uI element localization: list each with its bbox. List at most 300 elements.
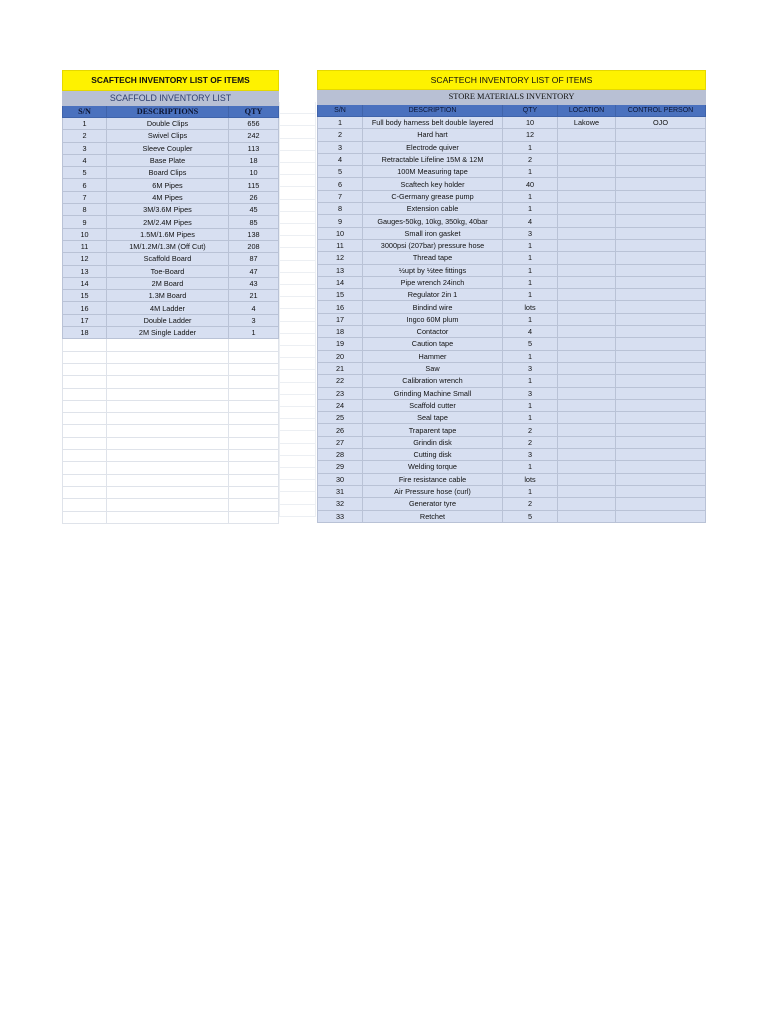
empty-row [63,499,279,511]
store-header-row [318,105,706,117]
description-cell: Ingco 60M plum [363,313,503,325]
table-row [318,375,706,387]
qty-cell: 2 [503,436,558,448]
qty-cell: 40 [503,178,558,190]
empty-cell [107,363,229,375]
description-cell: Calibration wrench [363,375,503,387]
sn-cell: 6 [318,178,363,190]
empty-cell [63,388,107,400]
qty-cell: 2 [503,153,558,165]
description-cell: Hard hart [363,129,503,141]
qty-cell: 1 [503,252,558,264]
sn-cell: 11 [63,240,107,252]
qty-cell: 656 [229,118,279,130]
gap-cell [279,407,316,419]
location-cell [558,473,616,485]
empty-cell [63,437,107,449]
sn-cell: 8 [63,204,107,216]
gap-cell [279,163,316,175]
qty-cell: 1 [503,350,558,362]
empty-row [63,437,279,449]
sn-cell: 2 [63,130,107,142]
sn-cell: 17 [63,314,107,326]
table-row [318,117,706,129]
description-cell: Scaffold cutter [363,399,503,411]
location-cell [558,449,616,461]
description-cell: 2M Single Ladder [107,327,229,339]
description-cell: Caution tape [363,338,503,350]
gap-cell [279,468,316,480]
sn-cell: 4 [318,153,363,165]
scaffold-inventory-table [62,70,279,524]
gap-cell [279,395,316,407]
qty-cell: 1 [503,375,558,387]
qty-cell: 1 [503,412,558,424]
sn-cell: 14 [63,277,107,289]
empty-cell [63,462,107,474]
sn-cell: 12 [318,252,363,264]
empty-cell [63,450,107,462]
table-row [318,387,706,399]
table-row [318,510,706,522]
sn-cell: 15 [63,290,107,302]
qty-cell: 113 [229,142,279,154]
empty-cell [63,499,107,511]
sn-cell: 7 [63,191,107,203]
empty-cell [229,474,279,486]
gap-cell [279,236,316,248]
location-cell [558,424,616,436]
gap-cell [279,151,316,163]
gap-cell [279,273,316,285]
empty-cell [63,376,107,388]
control-person-cell [616,449,706,461]
qty-cell: 115 [229,179,279,191]
table-row [318,461,706,473]
table-row [318,362,706,374]
qty-cell: 85 [229,216,279,228]
description-cell: Contactor [363,326,503,338]
description-cell: Seal tape [363,412,503,424]
table-row [318,313,706,325]
table-row [318,301,706,313]
qty-cell: 18 [229,154,279,166]
sn-cell: 1 [318,117,363,129]
empty-cell [107,425,229,437]
description-cell: Air Pressure hose (curl) [363,485,503,497]
control-person-cell [616,153,706,165]
location-cell [558,239,616,251]
empty-cell [229,511,279,523]
column-header-qty: QTY [503,105,558,117]
location-cell [558,289,616,301]
description-cell: 4M Ladder [107,302,229,314]
sn-cell: 29 [318,461,363,473]
empty-row [63,413,279,425]
sn-cell: 10 [63,228,107,240]
table-row [318,129,706,141]
gap-cell [279,370,316,382]
description-cell: Bindind wire [363,301,503,313]
qty-cell: 43 [229,277,279,289]
qty-cell: 1 [503,485,558,497]
control-person-cell [616,473,706,485]
gap-cell [279,187,316,199]
table-row [318,153,706,165]
location-cell: Lakowe [558,117,616,129]
location-cell [558,436,616,448]
qty-cell: 1 [503,203,558,215]
sn-cell: 21 [318,362,363,374]
description-cell: 1M/1.2M/1.3M (Off Cut) [107,240,229,252]
empty-cell [107,400,229,412]
qty-cell: 21 [229,290,279,302]
qty-cell: 87 [229,253,279,265]
description-cell: Thread tape [363,252,503,264]
scaffold-header-row [63,106,279,118]
location-cell [558,153,616,165]
gap-cell [279,322,316,334]
description-cell: 6M Pipes [107,179,229,191]
control-person-cell [616,252,706,264]
store-table-subtitle: STORE MATERIALS INVENTORY [318,90,706,105]
gap-cell [279,419,316,431]
location-cell [558,190,616,202]
empty-row [63,462,279,474]
empty-row [63,351,279,363]
control-person-cell [616,190,706,202]
table-row [63,265,279,277]
sn-cell: 6 [63,179,107,191]
location-cell [558,362,616,374]
empty-cell [63,413,107,425]
empty-cell [229,400,279,412]
gap-cell [279,212,316,224]
column-header-sn: S/N [63,106,107,118]
sn-cell: 9 [318,215,363,227]
column-header-description: DESCRIPTION [363,105,503,117]
qty-cell: lots [503,301,558,313]
empty-cell [63,425,107,437]
location-cell [558,375,616,387]
empty-row [63,474,279,486]
empty-cell [107,339,229,351]
qty-cell: 1 [503,276,558,288]
sn-cell: 27 [318,436,363,448]
table-row [318,190,706,202]
description-cell: Extension cable [363,203,503,215]
table-row [63,228,279,240]
table-row [318,264,706,276]
table-row [63,253,279,265]
gap-cell [279,358,316,370]
description-cell: Double Ladder [107,314,229,326]
gap-cell [279,224,316,236]
empty-row [63,376,279,388]
table-row [318,449,706,461]
sn-cell: 16 [318,301,363,313]
sn-cell: 23 [318,387,363,399]
qty-cell: 4 [229,302,279,314]
qty-cell: 1 [503,166,558,178]
description-cell: Small iron gasket [363,227,503,239]
qty-cell: 1 [229,327,279,339]
table-row [63,130,279,142]
table-row [63,302,279,314]
control-person-cell [616,399,706,411]
table-row [318,203,706,215]
empty-cell [229,462,279,474]
description-cell: 2M Board [107,277,229,289]
sn-cell: 24 [318,399,363,411]
table-row [318,289,706,301]
control-person-cell [616,276,706,288]
sn-cell: 3 [63,142,107,154]
empty-cell [107,351,229,363]
qty-cell: 3 [503,362,558,374]
description-cell: Welding torque [363,461,503,473]
sn-cell: 15 [318,289,363,301]
qty-cell: 10 [503,117,558,129]
description-cell: Scaffold Board [107,253,229,265]
control-person-cell [616,264,706,276]
sn-cell: 16 [63,302,107,314]
table-row [318,141,706,153]
table-row [63,191,279,203]
empty-cell [107,474,229,486]
sn-cell: 7 [318,190,363,202]
table-row [63,314,279,326]
description-cell: Swivel Clips [107,130,229,142]
location-cell [558,129,616,141]
location-cell [558,387,616,399]
empty-cell [63,339,107,351]
location-cell [558,203,616,215]
gap-cell [279,309,316,321]
empty-cell [107,486,229,498]
empty-cell [63,351,107,363]
qty-cell: 2 [503,424,558,436]
qty-cell: 12 [503,129,558,141]
table-row [318,424,706,436]
table-row [63,167,279,179]
empty-cell [107,450,229,462]
qty-cell: 4 [503,215,558,227]
control-person-cell [616,166,706,178]
qty-cell: 1 [503,399,558,411]
location-cell [558,313,616,325]
control-person-cell [616,412,706,424]
gap-cell [279,261,316,273]
description-cell: Retchet [363,510,503,522]
control-person-cell [616,227,706,239]
control-person-cell [616,485,706,497]
sn-cell: 9 [63,216,107,228]
table-row [63,290,279,302]
description-cell: 1.3M Board [107,290,229,302]
qty-cell: 45 [229,204,279,216]
empty-cell [107,511,229,523]
table-row [63,327,279,339]
sn-cell: 14 [318,276,363,288]
table-row [318,350,706,362]
qty-cell: 5 [503,338,558,350]
empty-cell [229,388,279,400]
table-row [63,277,279,289]
scaffold-title-row [63,71,279,91]
store-title-row [318,71,706,90]
description-cell: Grinding Machine Small [363,387,503,399]
qty-cell: 1 [503,461,558,473]
description-cell: 3000psi (207bar) pressure hose [363,239,503,251]
sn-cell: 31 [318,485,363,497]
qty-cell: 242 [229,130,279,142]
sn-cell: 2 [318,129,363,141]
gap-cell [279,346,316,358]
qty-cell: lots [503,473,558,485]
control-person-cell [616,129,706,141]
control-person-cell [616,362,706,374]
sn-cell: 26 [318,424,363,436]
location-cell [558,326,616,338]
sn-cell: 4 [63,154,107,166]
sn-cell: 33 [318,510,363,522]
empty-row [63,339,279,351]
column-gap [279,70,317,520]
empty-cell [229,413,279,425]
qty-cell: 3 [503,449,558,461]
qty-cell: 3 [503,387,558,399]
qty-cell: 10 [229,167,279,179]
gap-cell [279,200,316,212]
location-cell [558,510,616,522]
qty-cell: 47 [229,265,279,277]
sn-cell: 13 [63,265,107,277]
gap-cell [279,505,316,517]
control-person-cell [616,178,706,190]
sn-cell: 1 [63,118,107,130]
control-person-cell [616,350,706,362]
sn-cell: 32 [318,498,363,510]
location-cell [558,252,616,264]
location-cell [558,178,616,190]
empty-cell [107,413,229,425]
description-cell: Full body harness belt double layered [363,117,503,129]
gap-cell [279,126,316,138]
empty-cell [107,499,229,511]
description-cell: Fire resistance cable [363,473,503,485]
control-person-cell [616,203,706,215]
description-cell: Hammer [363,350,503,362]
description-cell: Cutting disk [363,449,503,461]
control-person-cell [616,424,706,436]
description-cell: Board Clips [107,167,229,179]
table-row [318,215,706,227]
control-person-cell [616,289,706,301]
control-person-cell [616,375,706,387]
sn-cell: 11 [318,239,363,251]
table-row [318,178,706,190]
sn-cell: 12 [63,253,107,265]
description-cell: Retractable Lifeline 15M & 12M [363,153,503,165]
description-cell: 1.5M/1.6M Pipes [107,228,229,240]
gap-cell [279,456,316,468]
table-row [318,166,706,178]
empty-row [63,400,279,412]
description-cell: 2M/2.4M Pipes [107,216,229,228]
description-cell: 100M Measuring tape [363,166,503,178]
table-row [318,276,706,288]
qty-cell: 3 [503,227,558,239]
empty-cell [63,363,107,375]
store-subtitle-row [318,90,706,105]
gap-cell [279,444,316,456]
qty-cell: 138 [229,228,279,240]
empty-row [63,450,279,462]
empty-cell [63,511,107,523]
location-cell [558,338,616,350]
table-row [63,118,279,130]
gap-cell [279,383,316,395]
description-cell: Scaftech key holder [363,178,503,190]
description-cell: Toe-Board [107,265,229,277]
description-cell: Grindin disk [363,436,503,448]
qty-cell: 2 [503,498,558,510]
qty-cell: 1 [503,190,558,202]
empty-cell [229,499,279,511]
description-cell: Base Plate [107,154,229,166]
empty-cell [107,437,229,449]
column-header-qty: QTY [229,106,279,118]
gap-cell [279,334,316,346]
table-row [318,498,706,510]
control-person-cell [616,510,706,522]
location-cell [558,350,616,362]
empty-row [63,388,279,400]
sn-cell: 5 [318,166,363,178]
sn-cell: 5 [63,167,107,179]
qty-cell: 4 [503,326,558,338]
control-person-cell [616,141,706,153]
table-row [318,473,706,485]
description-cell: Double Clips [107,118,229,130]
location-cell [558,215,616,227]
store-materials-table [317,70,706,523]
gap-cell [279,480,316,492]
gap-cell [279,285,316,297]
gap-cell [279,139,316,151]
qty-cell: 1 [503,313,558,325]
column-header-location: LOCATION [558,105,616,117]
location-cell [558,461,616,473]
control-person-cell [616,338,706,350]
table-row [318,338,706,350]
qty-cell: 1 [503,264,558,276]
location-cell [558,141,616,153]
qty-cell: 1 [503,239,558,251]
column-header-control-person: CONTROL PERSON [616,105,706,117]
description-cell: Electrode quiver [363,141,503,153]
description-cell: Saw [363,362,503,374]
sn-cell: 19 [318,338,363,350]
table-row [318,227,706,239]
sn-cell: 20 [318,350,363,362]
empty-cell [229,351,279,363]
empty-cell [229,339,279,351]
table-row [318,485,706,497]
gap-cell [279,492,316,504]
control-person-cell [616,301,706,313]
